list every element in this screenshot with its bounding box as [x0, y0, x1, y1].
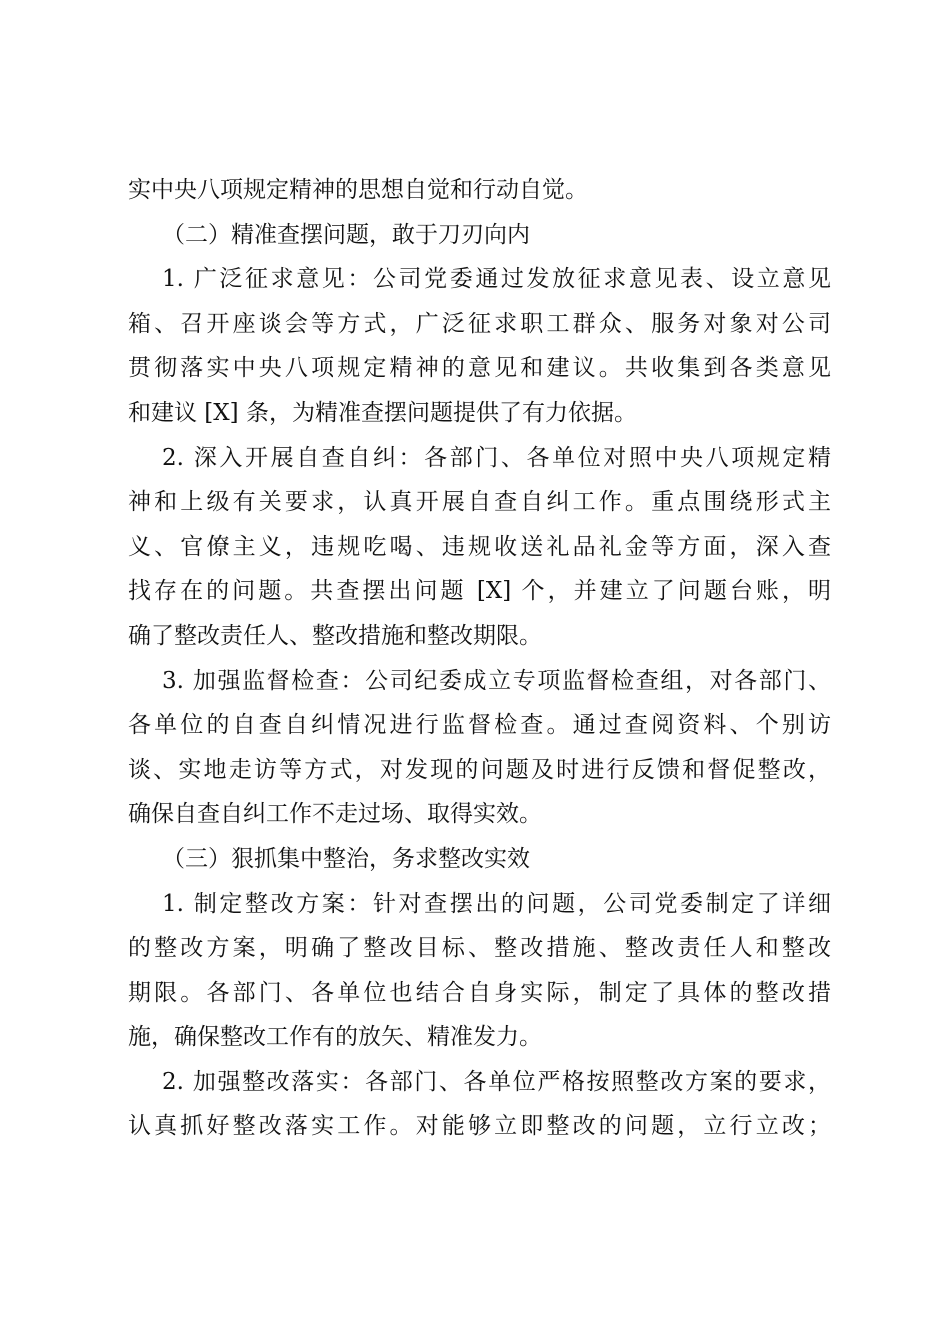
- paragraph-line: 施，确保整改工作有的放矢、精准发力。: [128, 1024, 542, 1051]
- paragraph-line: 实中央八项规定精神的思想自觉和行动自觉。: [128, 177, 588, 203]
- paragraph-line: 贯彻落实中央八项规定精神的意见和建议。共收集到各类意见: [128, 355, 831, 382]
- paragraph-line: 期限。各部门、各单位也结合自身实际，制定了具体的整改措: [128, 979, 831, 1006]
- paragraph-line: 认真抓好整改落实工作。对能够立即整改的问题，立行立改；: [128, 1113, 831, 1140]
- paragraph-line: 神和上级有关要求，认真开展自查自纠工作。重点围绕形式主: [128, 489, 831, 516]
- paragraph-line: 1. 广泛征求意见：公司党委通过发放征求意见表、设立意见: [162, 266, 831, 293]
- document-page: [128, 168, 831, 1149]
- section-heading: （二）精准查摆问题，敢于刀刃向内: [162, 221, 530, 248]
- paragraph-line: 义、官僚主义，违规吃喝、违规收送礼品礼金等方面，深入查: [128, 533, 831, 560]
- paragraph-line: 3. 加强监督检查：公司纪委成立专项监督检查组，对各部门、: [162, 667, 831, 694]
- paragraph-line: 确保自查自纠工作不走过场、取得实效。: [128, 801, 542, 828]
- paragraph-line: 和建议 [X] 条，为精准查摆问题提供了有力依据。: [128, 399, 637, 426]
- paragraph-line: 确了整改责任人、整改措施和整改期限。: [128, 622, 542, 649]
- paragraph-line: 2. 加强整改落实：各部门、各单位严格按照整改方案的要求，: [162, 1068, 831, 1095]
- paragraph-line: 找存在的问题。共查摆出问题 [X] 个，并建立了问题台账，明: [128, 578, 831, 605]
- paragraph-line: 的整改方案，明确了整改目标、整改措施、整改责任人和整改: [128, 935, 831, 962]
- paragraph-line: 谈、实地走访等方式，对发现的问题及时进行反馈和督促整改，: [128, 756, 831, 783]
- paragraph-line: 2. 深入开展自查自纠：各部门、各单位对照中央八项规定精: [162, 444, 831, 471]
- paragraph-line: 各单位的自查自纠情况进行监督检查。通过查阅资料、个别访: [128, 712, 831, 739]
- paragraph-line: 箱、召开座谈会等方式，广泛征求职工群众、服务对象对公司: [128, 310, 831, 337]
- section-heading: （三）狠抓集中整治，务求整改实效: [162, 845, 530, 872]
- paragraph-line: 1. 制定整改方案：针对查摆出的问题，公司党委制定了详细: [162, 890, 831, 917]
